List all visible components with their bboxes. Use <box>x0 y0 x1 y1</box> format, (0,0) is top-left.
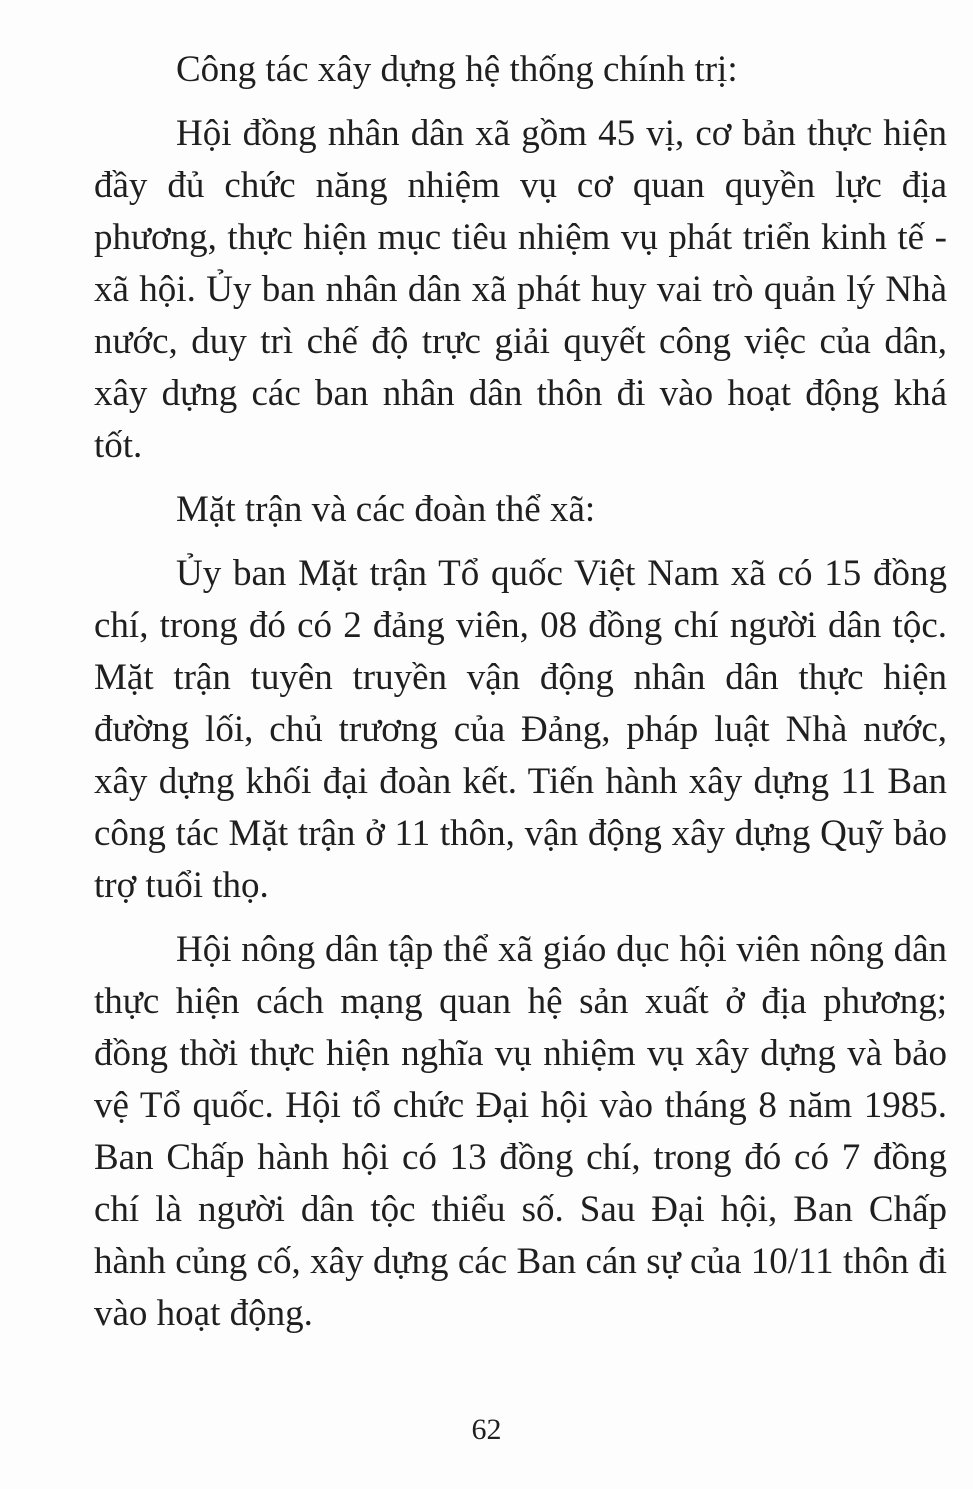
section-heading-front-and-unions: Mặt trận và các đoàn thể xã: <box>176 489 596 530</box>
section-heading-political-system: Công tác xây dựng hệ thống chính trị: <box>176 49 738 90</box>
paragraph-farmers-association: Hội nông dân tập thể xã giáo dục hội viên nông dân thực hiện cách mạng quan hệ sản xuất ở địa phương; đồng thời thực hiện nghĩa vụ nhiệm vụ xây dựng và bảo vệ Tổ quốc. Hội tổ chức Đại hội vào tháng 8 năm 1985. Ban Chấp hành hội có 13 đồng chí, trong đó có 7 đồng chí là người dân tộc thiểu số. Sau Đại hội, Ban Chấp hành củng cố, xây dựng các Ban cán sự của 10/11 thôn đi vào hoạt động. <box>94 929 947 1334</box>
paragraph-fatherland-front: Ủy ban Mặt trận Tổ quốc Việt Nam xã có 15 đồng chí, trong đó có 2 đảng viên, 08 đồng chí người dân tộc. Mặt trận tuyên truyền vận động nhân dân thực hiện đường lối, chủ trương của Đảng, pháp luật Nhà nước, xây dựng khối đại đoàn kết. Tiến hành xây dựng 11 Ban công tác Mặt trận ở 11 thôn, vận động xây dựng Quỹ bảo trợ tuổi thọ. <box>94 553 947 906</box>
body-text <box>94 44 947 1352</box>
paragraph-peoples-council: Hội đồng nhân dân xã gồm 45 vị, cơ bản thực hiện đầy đủ chức năng nhiệm vụ cơ quan quyền lực địa phương, thực hiện mục tiêu nhiệm vụ phát triển kinh tế - xã hội. Ủy ban nhân dân xã phát huy vai trò quản lý Nhà nước, duy trì chế độ trực giải quyết công việc của dân, xây dựng các ban nhân dân thôn đi vào hoạt động khá tốt. <box>94 113 947 466</box>
page-number: 62 <box>471 1413 502 1446</box>
